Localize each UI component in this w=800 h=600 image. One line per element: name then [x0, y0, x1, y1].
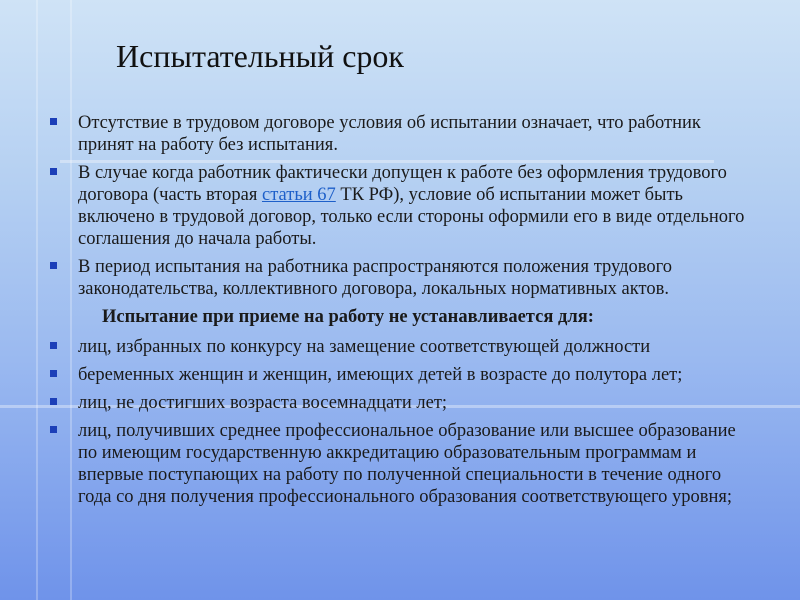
item-text-before-link: В случае когда работник фактически допущен к работе без оформления трудового договора (часть вторая [78, 163, 727, 205]
list-item [48, 364, 748, 386]
square-bullet-icon [50, 168, 57, 175]
item-text: Отсутствие в трудовом договоре условия об испытании означает, что работник принят на работу без испытания. [78, 113, 701, 155]
decorative-line [36, 0, 38, 600]
slide-content [48, 112, 748, 514]
square-bullet-icon [50, 118, 57, 125]
list-item [48, 336, 748, 358]
item-text: лиц, избранных по конкурсу на замещение соответствующей должности [78, 337, 651, 357]
list-item [48, 112, 748, 156]
square-bullet-icon [50, 398, 57, 405]
square-bullet-icon [50, 262, 57, 269]
item-text: беременных женщин и женщин, имеющих детей в возрасте до полутора лет; [78, 365, 683, 385]
list-item [48, 256, 748, 300]
square-bullet-icon [50, 342, 57, 349]
item-text: лиц, получивших среднее профессиональное образование или высшее образование по имеющим государственную аккредитацию образовательным программам и впервые поступающих на работу по полученной специальности в течение одного года со дня получения профессионального образования соответствующего уровня; [78, 421, 736, 507]
slide-title: Испытательный срок [116, 38, 404, 74]
list-item [48, 420, 748, 508]
item-text: лиц, не достигших возраста восемнадцати лет; [78, 393, 448, 413]
square-bullet-icon [50, 426, 57, 433]
item-text-after-link: ТК РФ), условие об испытании может быть включено в трудовой договор, только если стороны оформили его в виде отдельного соглашения до начала работы. [78, 185, 745, 249]
exemptions-subheading: Испытание при приеме на работу не устанавливается для: [102, 307, 594, 327]
list-item [48, 392, 748, 414]
article-67-link[interactable]: статьи 67 [261, 185, 336, 205]
square-bullet-icon [50, 370, 57, 377]
list-item [48, 162, 748, 250]
item-text: В период испытания на работника распространяются положения трудового законодательства, коллективного договора, локальных нормативных актов. [78, 257, 672, 299]
